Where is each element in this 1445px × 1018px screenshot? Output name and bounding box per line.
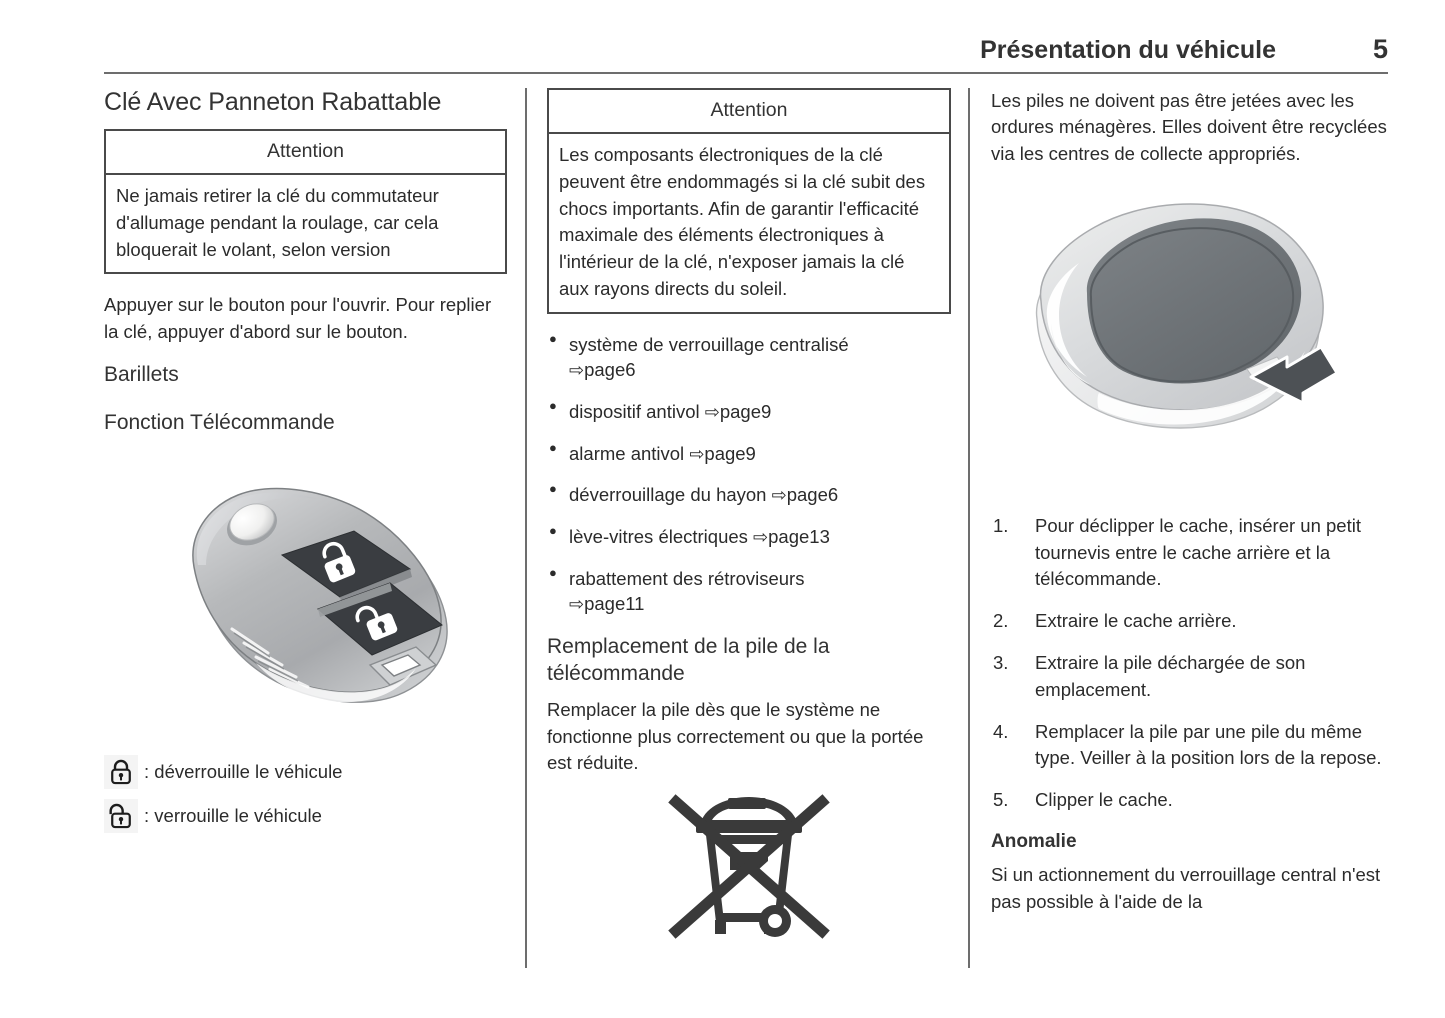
list-item: Extraire la pile déchargée de son emplacement. [1035,652,1306,700]
cross-reference [689,443,756,464]
attention-text: Ne jamais retirer la clé du commutateur d'allumage pendant la roulage, car cela bloquerait le volant, selon version [116,185,439,260]
list-item [547,399,951,425]
arrow-icon: ⇨ [771,485,787,506]
cross-reference-label: page6 [584,359,636,381]
page-title: Présentation du véhicule [980,36,1276,64]
arrow-icon: ⇨ [689,443,705,464]
column-divider-left [525,88,527,968]
flip-key-remote-illustration [140,449,480,749]
cross-reference [569,359,636,380]
attention-heading: Attention [106,131,505,175]
attention-heading: Attention [549,90,949,134]
bullet-text: lève-vitres électriques [569,525,748,547]
crossed-out-wheelie-bin-icon [654,790,844,950]
anomaly-paragraph: Si un actionnement du verrouillage central n'est pas possible à l'aide de la [991,864,1381,912]
section-title: Clé Avec Panneton Rabattable [104,88,442,116]
list-item: Remplacer la pile par une pile du même type. Veiller à la position lors de la repose. [1035,720,1382,769]
attention-box-left [104,129,507,274]
middle-column [547,88,951,950]
battery-replacement-steps [991,513,1389,813]
legend-list [104,755,507,833]
subheading-fonction-telecommande: Fonction Télécommande [104,411,335,435]
list-item [547,441,951,467]
legend-item-label: : déverrouille le véhicule [144,761,343,783]
attention-box-middle [547,88,951,314]
column-divider-right [968,88,970,968]
arrow-icon: ⇨ [569,593,585,614]
bullet-text: déverrouillage du hayon [569,484,767,506]
battery-replacement-heading: Remplacement de la pile de la télécommande [547,634,830,685]
bullet-text: système de verrouillage centralisé [569,333,849,355]
battery-replacement-paragraph: Remplacer la pile dès que le système ne fonctionne plus correctement ou que la portée est réduite. [547,699,924,773]
cross-reference-label: page6 [786,484,839,506]
page-number: 5 [1372,34,1388,64]
list-item: Extraire le cache arrière. [1035,610,1237,632]
cross-reference [569,593,644,614]
bullet-text: alarme antivol [569,442,685,464]
cross-reference-label: page13 [768,525,830,547]
unlocked-padlock-icon [104,799,138,833]
page-header [104,36,1388,74]
arrow-icon: ⇨ [569,360,585,381]
list-item [547,566,951,617]
subheading-barillets: Barillets [104,363,179,387]
feature-bullet-list [547,332,951,617]
cross-reference-label: page9 [719,400,772,422]
bullet-text: dispositif antivol [569,400,700,422]
cross-reference-label: page11 [584,592,645,614]
header-rule [104,72,1388,74]
left-paragraph: Appuyer sur le bouton pour l'ouvrir. Pour replier la clé, appuyer d'abord sur le bouton. [104,294,492,342]
cross-reference [772,484,839,505]
anomaly-heading: Anomalie [991,830,1077,852]
left-column [104,88,507,843]
list-item [547,524,951,550]
legend-item [104,755,507,789]
right-column [991,88,1389,915]
arrow-icon: ⇨ [753,526,769,547]
remote-back-cover-illustration [999,181,1369,501]
locked-padlock-icon [104,755,138,789]
battery-disposal-paragraph: Les piles ne doivent pas être jetées avec les ordures ménagères. Elles doivent être recyclées via les centres de collecte appropriés. [991,90,1387,164]
legend-item-label: : verrouille le véhicule [144,805,322,827]
bullet-text: rabattement des rétroviseurs [569,567,805,589]
list-item [547,332,951,383]
cross-reference [753,526,830,547]
attention-text: Les composants électroniques de la clé peuvent être endommagés si la clé subit des chocs importants. Afin de garantir l'efficacité maximale des éléments électroniques à l'intérieur de la clé, n'exposer jamais la clé aux rayons directs du soleil. [559,144,926,300]
arrow-icon: ⇨ [704,401,720,422]
cross-reference [705,401,772,422]
legend-item [104,799,507,833]
cross-reference-label: page9 [704,442,756,464]
list-item: Clipper le cache. [1035,789,1173,811]
list-item: Pour déclipper le cache, insérer un petit tournevis entre le cache arrière et la télécommande. [1035,515,1361,589]
list-item [547,482,951,508]
